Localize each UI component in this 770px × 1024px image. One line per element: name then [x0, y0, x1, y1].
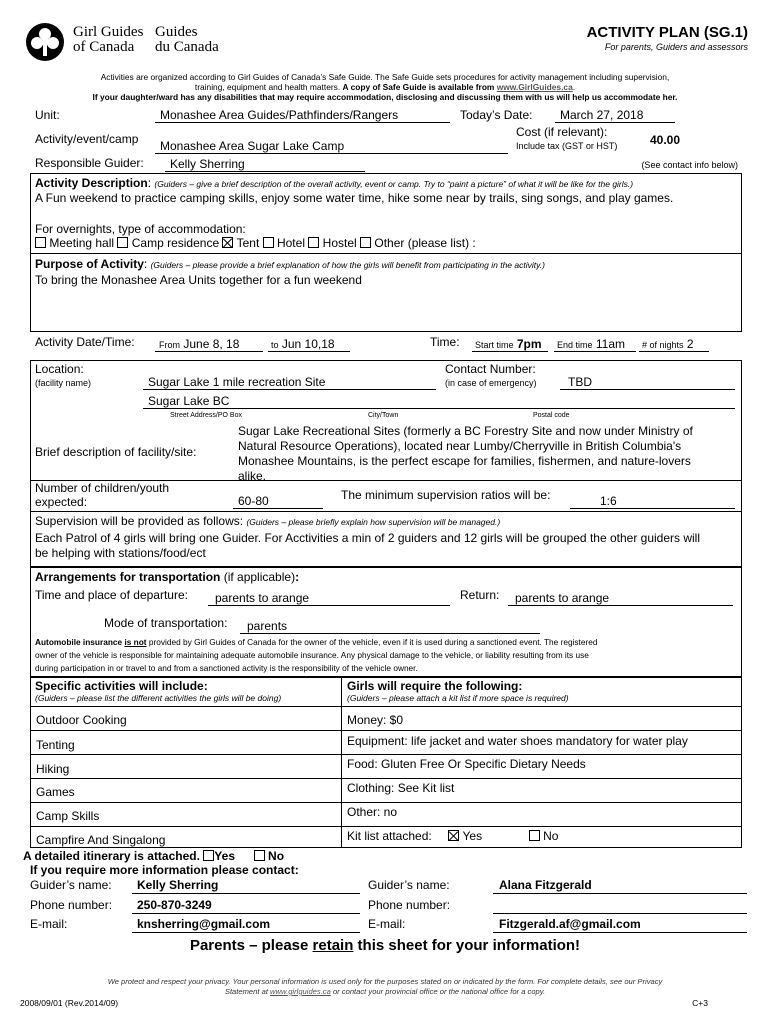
see-contact-note: (See contact info below) — [641, 160, 738, 170]
requirements-hint: (Guiders – please attach a kit list if more space is required) — [347, 693, 569, 703]
cost-label: Cost (if relevant): — [516, 125, 608, 139]
hotel-checkbox[interactable] — [263, 237, 274, 248]
responsible-guider-field[interactable]: Kelly Sherring — [165, 157, 365, 172]
facility-desc-field[interactable]: Sugar Lake Recreational Sites (formerly a BC Forestry Site and now under Ministry of Natural Resource Operations), located near Lumby/Cherryville in British Columbia's Monashee Mountains, is the perfect escape for families, fishermen, and nature-lovers alike. — [238, 424, 693, 483]
cost-field[interactable]: 40.00 — [650, 133, 681, 147]
activity-date-label: Activity Date/Time: — [35, 335, 135, 349]
activities-label: Specific activities will include: — [35, 679, 208, 693]
guider1-phone-label: Phone number: — [30, 898, 113, 912]
option-tent[interactable]: Tent — [222, 236, 259, 250]
facility-name-field[interactable]: Sugar Lake 1 mile recreation Site — [143, 375, 436, 390]
insurance-notice: Automobile insurance is not provided by Girl Guides of Canada for the owner of the vehicle, even if it is used during a sanctioned event. The registered owner of the vehicle is responsible for maintaining adequate automobile insurance. Any physical damage to the vehicle, or liability resulting from its use during participation in or travel to and from a sanctioned activity is the responsibility of the vehicle owner. — [35, 637, 598, 673]
transport-label: Arrangements for transportation (if applicable): — [35, 570, 300, 584]
activity-item[interactable]: Camp Skills — [36, 809, 100, 823]
logo — [25, 22, 255, 62]
itinerary-label: A detailed itinerary is attached. — [23, 849, 200, 863]
return-field[interactable]: parents to arange — [508, 591, 733, 606]
activity-item[interactable]: Outdoor Cooking — [36, 713, 127, 727]
guider2-email-label: E-mail: — [368, 917, 406, 931]
street-address-caption: Street Address/PO Box — [170, 412, 242, 419]
children-field[interactable]: 60-80 — [233, 494, 323, 509]
end-time-field[interactable]: End time 11am — [554, 337, 636, 352]
kit-yes-checkbox[interactable] — [448, 830, 459, 841]
address-field[interactable]: Sugar Lake BC — [143, 394, 735, 409]
itinerary-yes-checkbox[interactable] — [203, 850, 214, 861]
children-label: Number of children/youth expected: — [35, 481, 170, 509]
kit-no-checkbox[interactable] — [529, 830, 540, 841]
todays-date-label: Today’s Date: — [460, 108, 533, 122]
departure-field[interactable]: parents to arange — [208, 591, 450, 606]
requirement-item[interactable]: Money: $0 — [347, 713, 404, 727]
option-hotel[interactable]: Hotel — [263, 236, 305, 250]
activity-item[interactable]: Hiking — [36, 762, 70, 776]
requirement-item[interactable]: Clothing: See Kit list — [347, 781, 455, 795]
purpose-label: Purpose of Activity — [35, 257, 144, 271]
guider2-email-field[interactable]: Fitzgerald.af@gmail.com — [493, 917, 747, 933]
supervision-field[interactable]: Each Patrol of 4 girls will bring one Guider. For Acctivities a min of 2 guiders and 12 girls will be grouped the other guiders will be helping with stations/food/ect — [35, 531, 700, 560]
purpose-field[interactable]: To bring the Monashee Area Units together for a fun weekend — [35, 273, 362, 287]
description-hint: (Guiders – give a brief description of the overall activity, event or camp. Try to “paint a picture” of what it will be like for the girls.) — [154, 179, 634, 189]
intro-line3: If your daughter/ward has any disabilities that may require accommodation, disclosing and discussing them with us will help us accommodate her. — [92, 92, 678, 102]
ratio-label: The minimum supervision ratios will be: — [341, 488, 551, 502]
option-camp-residence[interactable]: Camp residence — [117, 236, 219, 250]
description-label: Activity Description — [35, 176, 148, 190]
kit-no-label: No — [543, 829, 559, 843]
activity-item[interactable]: Campfire And Singalong — [36, 833, 166, 847]
guider2-phone-field[interactable] — [493, 898, 747, 914]
guider2-name-label: Guider’s name: — [368, 878, 450, 892]
responsible-guider-label: Responsible Guider: — [35, 156, 144, 170]
contact-number-label: Contact Number: — [445, 362, 536, 376]
todays-date-field[interactable]: March 27, 2018 — [555, 108, 675, 123]
time-label: Time: — [430, 335, 460, 349]
page-title: ACTIVITY PLAN (SG.1) — [586, 24, 748, 41]
guider1-name-label: Guider’s name: — [30, 878, 112, 892]
unit-field[interactable]: Monashee Area Guides/Pathfinders/Rangers — [155, 108, 450, 123]
departure-label: Time and place of departure: — [35, 588, 188, 602]
kit-yes-label: Yes — [462, 829, 483, 843]
camp-residence-checkbox[interactable] — [117, 237, 128, 248]
activities-hint: (Guiders – please list the different activities the girls will be doing) — [35, 693, 282, 703]
unit-label: Unit: — [35, 108, 60, 122]
itinerary-row — [23, 849, 284, 863]
nights-field[interactable]: # of nights 2 — [639, 337, 709, 352]
option-hostel[interactable]: Hostel — [308, 236, 356, 250]
kit-list-label: Kit list attached: — [347, 829, 432, 843]
cost-sublabel: Include tax (GST or HST) — [516, 141, 618, 151]
guider1-email-field[interactable]: knsherring@gmail.com — [132, 917, 360, 933]
location-label: Location: — [35, 362, 84, 376]
location-sublabel: (facility name) — [35, 378, 92, 388]
mode-field[interactable]: parents — [240, 619, 540, 634]
requirement-item[interactable]: Equipment: life jacket and water shoes mandatory for water play — [347, 734, 688, 748]
guider1-email-label: E-mail: — [30, 917, 68, 931]
trefoil-logo-icon — [25, 22, 65, 62]
description-field[interactable]: A Fun weekend to practice camping skills, enjoy some water time, hike some near by trails, sing songs, and play games. — [35, 191, 674, 205]
guider2-phone-label: Phone number: — [368, 898, 451, 912]
itinerary-no-label: No — [268, 849, 285, 863]
privacy-link[interactable]: www.girlguides.ca — [270, 987, 331, 996]
requirement-item[interactable]: Other: no — [347, 805, 398, 819]
itinerary-no-checkbox[interactable] — [254, 850, 265, 861]
activity-event-label: Activity/event/camp — [35, 132, 139, 146]
requirement-item[interactable]: Food: Gluten Free Or Specific Dietary Needs — [347, 757, 586, 771]
activity-item[interactable]: Tenting — [36, 738, 75, 752]
start-time-field[interactable]: Start time 7pm — [472, 337, 548, 352]
contact-heading: If you require more information please contact: — [30, 863, 299, 877]
guider1-name-field[interactable]: Kelly Sherring — [132, 878, 360, 894]
accommodation-label: For overnights, type of accommodation: — [35, 222, 246, 236]
supervision-hint: (Guiders – please briefly explain how supervision will be managed.) — [246, 517, 501, 527]
ratio-field[interactable]: 1:6 — [570, 494, 735, 509]
supervision-label: Supervision will be provided as follows: — [35, 514, 244, 528]
revision-footer: 2008/09/01 (Rev.2014/09) — [20, 998, 119, 1008]
activity-item[interactable]: Games — [36, 785, 75, 799]
intro-line2: training, equipment and health matters. A copy of Safe Guide is available from www.GirlGuides.ca. — [194, 82, 576, 92]
kit-list-row — [347, 829, 558, 843]
itinerary-yes-label: Yes — [214, 849, 235, 863]
retain-notice: Parents – please retain this sheet for your information! — [189, 937, 581, 954]
intro-line1: Activities are organized according to Girl Guides of Canada’s Safe Guide. The Safe Guide sets procedures for activity management including supervision, — [100, 72, 670, 82]
logo-fr-line2: du Canada — [155, 39, 219, 55]
accommodation-options — [35, 236, 476, 250]
purpose-hint: (Guiders – please provide a brief explanation of how the girls will benefit from participating in the activity.) — [150, 260, 545, 270]
option-other[interactable]: Other (please list) : — [360, 236, 476, 250]
date-to-field[interactable]: to Jun 10,18 — [268, 337, 350, 352]
requirements-label: Girls will require the following: — [347, 679, 523, 693]
facility-desc-label: Brief description of facility/site: — [35, 445, 197, 459]
logo-fr-line1: Guides — [155, 24, 198, 40]
other-checkbox[interactable] — [360, 237, 371, 248]
activity-event-field[interactable]: Monashee Area Sugar Lake Camp — [155, 139, 508, 154]
contact-number-sublabel: (in case of emergency) — [445, 378, 537, 388]
page-subtitle: For parents, Guiders and assessors — [604, 42, 748, 52]
privacy-statement: We protect and respect your privacy. Your personal information is used only for the purposes stated on or indicated by the form. For complete details, see our Privacy Statement at www.girlguides.ca or contact your provincial office or the national office for a copy. — [107, 977, 663, 996]
city-caption: City/Town — [368, 412, 399, 419]
postal-caption: Postal code — [533, 412, 570, 419]
page-code-footer: C+3 — [692, 998, 708, 1008]
hostel-checkbox[interactable] — [308, 237, 319, 248]
guider1-phone-field[interactable]: 250-870-3249 — [132, 898, 360, 914]
meeting-hall-checkbox[interactable] — [35, 237, 46, 248]
option-meeting-hall[interactable]: Meeting hall — [35, 236, 114, 250]
girlguides-link[interactable]: www.GirlGuides.ca — [496, 82, 573, 92]
logo-en-line2: of Canada — [73, 39, 135, 55]
mode-label: Mode of transportation: — [104, 616, 228, 630]
guider2-name-field[interactable]: Alana Fitzgerald — [493, 878, 747, 894]
tent-checkbox[interactable] — [222, 237, 233, 248]
contact-number-field[interactable]: TBD — [560, 375, 735, 390]
date-from-field[interactable]: From June 8, 18 — [155, 337, 263, 352]
return-label: Return: — [460, 588, 500, 602]
intro — [0, 72, 770, 102]
logo-en-line1: Girl Guides — [73, 24, 144, 40]
